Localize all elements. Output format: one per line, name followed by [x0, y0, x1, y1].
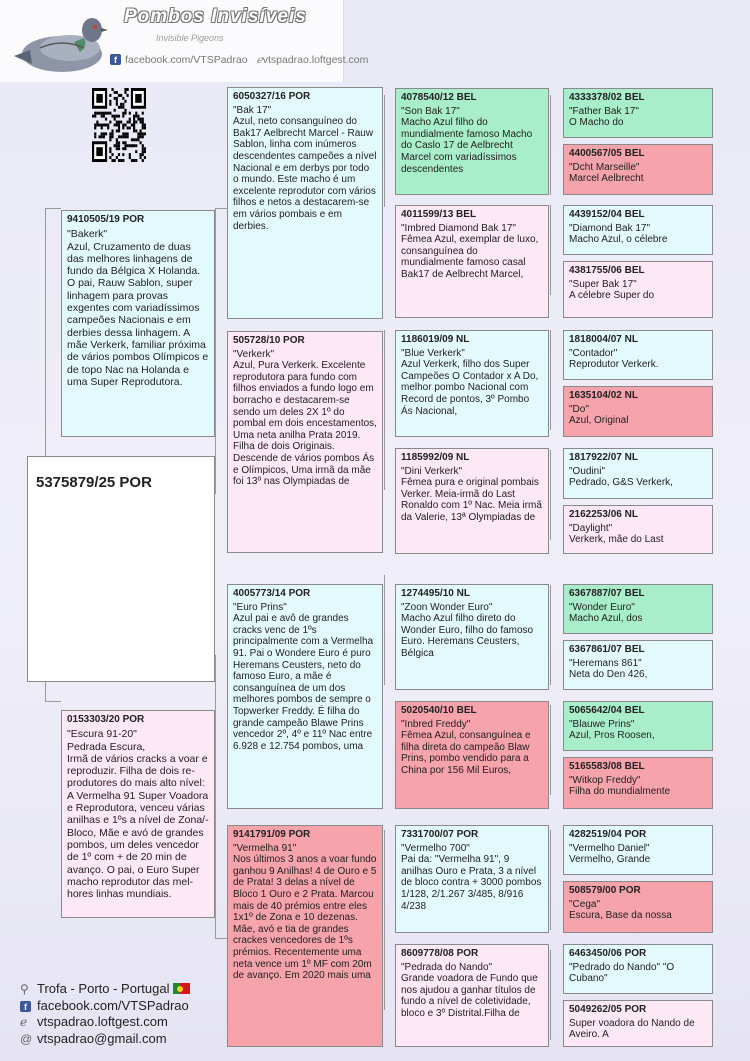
ring-number: 4011599/13 BEL: [401, 209, 477, 220]
pedigree-card-gen4[interactable]: [563, 505, 713, 554]
pigeon-description: Macho Azul, dos: [569, 613, 643, 625]
pigeon-name: "Euro Prins": [233, 601, 287, 613]
pedigree-card-gen4[interactable]: [563, 330, 713, 380]
pigeon-name: "Blauwe Prins": [569, 718, 635, 730]
ring-number: 1185992/09 NL: [401, 452, 470, 463]
pigeon-name: "Pedrado do Nando" "O Cubano": [569, 961, 675, 985]
pedigree-card-gen4[interactable]: [563, 584, 713, 634]
pigeon-name: "Contador": [569, 347, 618, 359]
ring-number: 8609778/08 POR: [401, 948, 479, 959]
pigeon-description: Azul, Pura Verkerk. Excelente reprodutora para fundo com filhos enviados a fundo logo em borracho e destacarem-se sendo um deles 2X 1º do pombal em dois encestamentos, Uma neta anilha Prata 2019. Filha de dois Originais. Descende de vários pombos Ás e Olímpicos, Uma irmã da mãe foi 13º nas Olympiadas de: [233, 360, 377, 488]
contact-facebook[interactable]: f facebook.com/VTSPadrao: [20, 998, 190, 1015]
ring-number: 4078540/12 BEL: [401, 92, 477, 103]
ring-number: 5065642/04 BEL: [569, 705, 645, 716]
pedigree-card-gen3[interactable]: [395, 701, 549, 809]
pigeon-name: "Super Bak 17": [569, 278, 637, 290]
ring-number: 7331700/07 POR: [401, 829, 479, 840]
pigeon-logo: [10, 8, 108, 78]
pedigree-card-gen4[interactable]: [563, 701, 713, 751]
portugal-flag-icon: [173, 983, 190, 994]
pedigree-card-gen4[interactable]: [563, 1000, 713, 1047]
connector: [45, 208, 61, 209]
banner-subtitle: Invisible Pigeons: [156, 33, 224, 43]
header-banner: [0, 0, 369, 82]
connector: [215, 208, 227, 209]
connector: [550, 205, 551, 295]
pigeon-name: "Do": [569, 403, 589, 415]
pigeon-name: "Heremans 861": [569, 657, 642, 669]
ring-number: 508579/00 POR: [569, 885, 641, 896]
connector: [550, 830, 551, 930]
pigeon-name: "Diamond Bak 17": [569, 222, 651, 234]
connector: [550, 705, 551, 795]
pigeon-description: Fêmea pura e original pombais Verker. Meia-irmã do Last Ronaldo com 1º Nac. Meia irmã da Valerie, 13ª Olympiadas de: [401, 477, 542, 523]
ring-number: 4381755/06 BEL: [569, 265, 645, 276]
ring-number: 4282519/04 POR: [569, 829, 647, 840]
pigeon-name: "Son Bak 17": [401, 105, 460, 117]
pedigree-card-gen2[interactable]: [227, 825, 383, 1047]
pedigree-card-gen3[interactable]: [395, 944, 549, 1047]
pigeon-description: Macho Azul filho direto do Wonder Euro, filho do famoso Euro. Heremans Ceusters, Bélgica: [401, 613, 534, 659]
pedigree-card-gen3[interactable]: [395, 205, 549, 318]
pigeon-description: Escura, Base da nossa: [569, 910, 672, 922]
pigeon-name: "Vermelho Daniel": [569, 842, 650, 854]
pigeon-description: Pedrado, G&S Verkerk,: [569, 477, 673, 489]
pigeon-name: "Bakerk": [67, 228, 108, 241]
pigeon-description: O Macho do: [569, 117, 624, 129]
pigeon-description: Macho Azul, o célebre: [569, 234, 668, 246]
connector: [384, 330, 385, 490]
connector: [215, 208, 216, 494]
ring-number: 6367861/07 BEL: [569, 644, 645, 655]
pedigree-card-gen4[interactable]: [563, 448, 713, 499]
pigeon-description: A célebre Super do: [569, 290, 655, 302]
location-pin-icon: ⚲: [20, 982, 29, 996]
pigeon-name: "Vermelha 91": [233, 842, 297, 854]
ring-number: 2162253/06 NL: [569, 509, 638, 520]
pigeon-name: "Escura 91-20": [67, 728, 137, 741]
banner-title: Pombos Invisíveis: [124, 6, 307, 27]
pigeon-name: "Dcht Marseille": [569, 161, 640, 173]
ring-number: 5049262/05 POR: [569, 1004, 647, 1015]
at-sign-icon: @: [20, 1031, 33, 1046]
pedigree-card-gen4[interactable]: [563, 144, 713, 195]
ring-number: 1635104/02 NL: [569, 390, 638, 401]
ring-number: 5165583/08 BEL: [569, 761, 645, 772]
ring-number: 1818004/07 NL: [569, 334, 638, 345]
ring-number: 0153303/20 POR: [67, 714, 145, 725]
pigeon-description: Azul, Pros Roosen,: [569, 730, 655, 742]
pigeon-name: "Inbred Freddy": [401, 718, 471, 730]
ring-number: 505728/10 POR: [233, 335, 305, 346]
connector: [384, 575, 385, 685]
subject-card[interactable]: [27, 456, 215, 682]
pigeon-name: "Daylight": [569, 522, 613, 534]
subject-ring-number: 5375879/25 POR: [36, 474, 152, 491]
pigeon-description: Super voadora do Nando de Aveiro. A: [569, 1017, 695, 1041]
pedigree-card-gen3[interactable]: [395, 88, 549, 195]
pedigree-card-gen3[interactable]: [395, 448, 549, 554]
pigeon-description: Reprodutor Verkerk.: [569, 359, 659, 371]
ring-number: 6463450/06 POR: [569, 948, 647, 959]
pigeon-name: "Wonder Euro": [569, 601, 635, 613]
pedigree-card-gen2[interactable]: [227, 331, 383, 553]
pigeon-description: Pedrada Escura, Irmã de vários cracks a voar e reproduzir. Filha de dois re-produtores do mais alto nível: A Vermelha 91 Super Voadora e Reprodutora, venceu várias anilhas e 1ºs a nível de Zona/-Bloco, Mãe e avó de grandes pombos, um deles vencedor de 1º com + de 20 min de avanço. O pai, o Euro Super macho reprodutor das mel-hores linhas mundiais.: [67, 740, 209, 901]
pigeon-description: Macho Azul filho do mundialmente famoso Macho do Caslo 17 de Aelbrecht Marcel com variadíssimos descendentes: [401, 117, 533, 175]
pigeon-description: Pai da: "Vermelha 91", 9 anilhas Ouro e Prata, 3 a nível de bloco contra + 3000 pombos 1/128, 2/1.267 3/485, 8/916 4/238: [401, 854, 542, 912]
connector: [384, 95, 385, 207]
connector: [550, 330, 551, 430]
ring-number: 9141791/09 POR: [233, 829, 311, 840]
pigeon-description: Filha do mundialmente: [569, 786, 671, 798]
pigeon-name: "Oudini": [569, 465, 606, 477]
contact-site[interactable]: ℯ vtspadrao.loftgest.com: [20, 1014, 168, 1029]
banner-links: [110, 54, 368, 66]
pedigree-card-sire[interactable]: [61, 210, 215, 437]
connector: [550, 450, 551, 540]
pigeon-name: "Cega": [569, 898, 601, 910]
pedigree-card-gen4[interactable]: [563, 881, 713, 933]
ring-number: 4005773/14 POR: [233, 588, 311, 599]
connector: [550, 95, 551, 195]
connector: [215, 938, 227, 939]
pedigree-card-gen4[interactable]: [563, 261, 713, 318]
pigeon-description: Marcel Aelbrecht: [569, 173, 644, 185]
contact-location: ⚲ Trofa - Porto - Portugal: [20, 981, 190, 998]
pedigree-card-gen4[interactable]: [563, 640, 713, 690]
ring-number: 1186019/09 NL: [401, 334, 470, 345]
pedigree-card-gen2[interactable]: [227, 87, 383, 319]
pigeon-name: "Witkop Freddy": [569, 774, 641, 786]
pedigree-card-gen3[interactable]: [395, 825, 549, 933]
pigeon-description: Azul Verkerk, filho dos Super Campeões O Contador x A Do, melhor pombo Nacional com Record de pontos, 3º Pombo Ás Nacional,: [401, 359, 539, 417]
facebook-icon: f: [20, 999, 37, 1015]
contact-block: [20, 981, 190, 1047]
pedigree-card-gen4[interactable]: [563, 757, 713, 809]
pigeon-description: Grande voadora de Fundo que nos ajudou a ganhar títulos de fundo a nível de coletividade, bloco e 3º Distrital.Filha de: [401, 973, 538, 1019]
pedigree-card-gen3[interactable]: [395, 330, 549, 437]
pedigree-card-gen4[interactable]: [563, 205, 713, 255]
ring-number: 4400567/05 BEL: [569, 148, 645, 159]
connector: [215, 655, 216, 938]
e-logo-icon: ℯ: [256, 54, 263, 66]
e-logo-icon: ℯ: [20, 1015, 28, 1029]
pigeon-description: Azul, Original: [569, 415, 629, 427]
ring-number: 1274495/10 NL: [401, 588, 470, 599]
banner-site[interactable]: vtspadrao.loftgest.com: [262, 54, 369, 66]
pigeon-name: "Imbred Diamond Bak 17": [401, 222, 516, 234]
pigeon-description: Vermelho, Grande: [569, 854, 651, 866]
contact-email[interactable]: @ vtspadrao@gmail.com: [20, 1030, 167, 1046]
connector: [550, 585, 551, 685]
pigeon-name: "Dini Verkerk": [401, 465, 463, 477]
facebook-icon: f: [110, 54, 121, 65]
connector: [45, 701, 61, 702]
ring-number: 1817922/07 NL: [569, 452, 638, 463]
pedigree-card-gen2[interactable]: [227, 584, 383, 809]
ring-number: 6050327/16 POR: [233, 91, 311, 102]
pigeon-description: Fêmea Azul, consanguínea e filha direta do campeão Blaw Prins, pombo vendido para a China por 156 Mil Euros,: [401, 730, 531, 776]
connector: [550, 950, 551, 1040]
pigeon-name: "Zoon Wonder Euro": [401, 601, 493, 613]
pedigree-card-gen4[interactable]: [563, 944, 713, 994]
pedigree-card-dam[interactable]: [61, 710, 215, 918]
pedigree-card-gen4[interactable]: [563, 386, 713, 437]
pigeon-description: Verkerk, mãe do Last: [569, 534, 664, 546]
ring-number: 9410505/19 POR: [67, 214, 145, 225]
pigeon-name: "Verkerk": [233, 348, 275, 360]
pigeon-name: "Bak 17": [233, 104, 272, 116]
pigeon-description: Azul, neto consanguíneo do Bak17 Aelbrecht Marcel - Rauw Sablon, linha com inúmeros descendentes campeões a nível Nacional e em derbys por todo o mundo. Este macho é um excelente reprodutor com vários filhos e netos a destacarem-se em vários pombais e em derbies.: [233, 116, 377, 232]
pigeon-description: Nos últimos 3 anos a voar fundo ganhou 9 Anilhas! 4 de Ouro e 5 de Prata! 3 delas a nível de Bloco 1 Ouro e 2 Prata. Marcou mais de 40 prémios entre eles 1x1º de Zona e 10 dezenas. Mãe, avó e tia de grandes crackes vencedores de 1ºs prémios. Recentemente uma neta vence um 1º MF com 20m de avanço. Em 2020 mais uma: [233, 854, 377, 982]
pigeon-name: "Blue Verkerk": [401, 347, 465, 359]
ring-number: 6367887/07 BEL: [569, 588, 645, 599]
pigeon-description: Azul, Cruzamento de duas das melhores linhagens de fundo da Bélgica X Holanda. O pai, Rauw Sablon, super linhagem para provas exgentes com variadíssimos campeões Nacionais e em derbies dessa linhagem. A mãe Verkerk, familiar próxima de vários pombos Olímpicos e de topo Nac na Holanda e uma Super Reprodutora.: [67, 240, 209, 388]
pigeon-name: "Pedrada do Nando": [401, 961, 493, 973]
pigeon-name: "Father Bak 17": [569, 105, 639, 117]
connector: [384, 830, 385, 1010]
pedigree-card-gen4[interactable]: [563, 825, 713, 875]
qr-code[interactable]: [92, 88, 146, 162]
ring-number: 4439152/04 BEL: [569, 209, 645, 220]
ring-number: 4333378/02 BEL: [569, 92, 645, 103]
ring-number: 5020540/10 BEL: [401, 705, 477, 716]
pigeon-description: Neta do Den 426,: [569, 669, 648, 681]
pedigree-card-gen3[interactable]: [395, 584, 549, 690]
banner-facebook[interactable]: facebook.com/VTSPadrao: [125, 54, 248, 66]
pigeon-name: "Vermelho 700": [401, 842, 470, 854]
pigeon-description: Azul pai e avô de grandes cracks venc de 1ºs principalmente com a Vermelha 91. Pai o Wondere Euro é puro Heremans Ceusters, neto do famoso Euro, a mãe é consanguínea de um dos melhores pombos de sempre o Topwerker Freddy. É filha do grande campeão Blawe Prins vencedor 2º, 4º e 11º Nac entre 6.928 e 12.754 pombos, uma: [233, 613, 374, 752]
pedigree-card-gen4[interactable]: [563, 88, 713, 138]
pigeon-description: Fêmea Azul, exemplar de luxo, consanguínea do mundialmente famoso casal Bak17 de Aelbrecht Marcel,: [401, 234, 539, 280]
